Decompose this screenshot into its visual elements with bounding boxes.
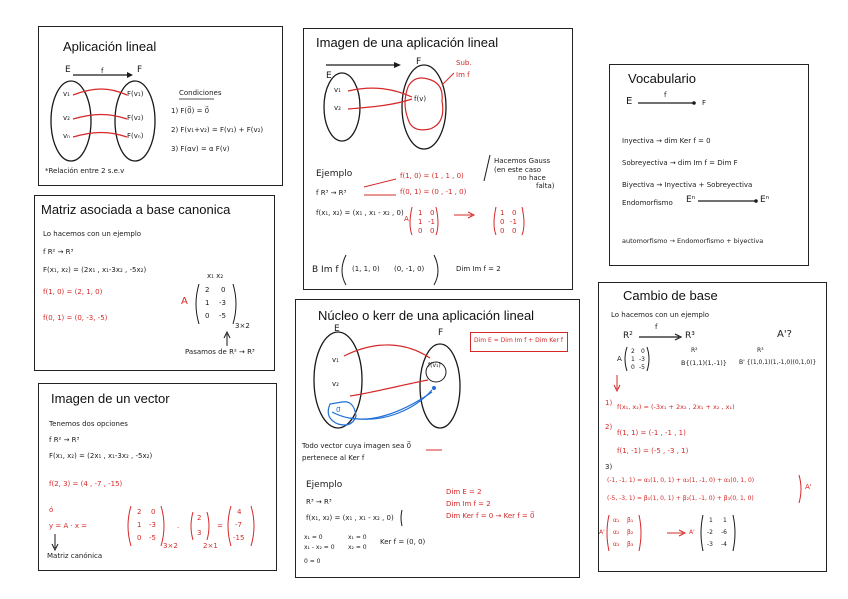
matrix-cell: 2 xyxy=(205,286,210,294)
result-cell: -4 xyxy=(721,541,727,548)
image-basis-v2: (0, -1, 0) xyxy=(394,265,425,273)
image-matrix2-cell: 0 xyxy=(500,218,505,226)
gauss-note: falta) xyxy=(536,182,555,190)
image-matrix-cell: 0 xyxy=(418,227,423,235)
basis-R2-label: R² xyxy=(691,347,698,354)
result-cell: 1 xyxy=(709,517,713,524)
card-title: Núcleo o kerr de una aplicación lineal xyxy=(318,308,535,323)
image-matrix2-cell: 1 xyxy=(500,209,505,217)
dimension-theorem: Dim E = Dim Im f + Dim Ker f xyxy=(474,337,564,344)
dim-E: Dim E = 2 xyxy=(446,488,482,496)
basis-B: B{(1,1)(1,-1)} xyxy=(681,359,727,367)
matrix-A-symbol: A xyxy=(181,296,188,307)
image-e2: f(0, 1) = (0 , -1 , 0) xyxy=(400,188,467,196)
card-nucleo xyxy=(295,299,580,578)
gauss-note: (en este caso xyxy=(494,166,541,174)
domain-R2: R² xyxy=(623,331,633,341)
codomain-R3: R³ xyxy=(685,331,695,341)
vector-matrix-cell: 0 xyxy=(137,534,142,542)
change-matrix-cell: 0 xyxy=(641,348,645,355)
card-title: Imagen de una aplicación lineal xyxy=(316,35,499,50)
card-matriz-asociada xyxy=(34,195,275,371)
linear-map-diagram xyxy=(39,27,283,186)
vector-image-result: f(2, 3) = (4 , -7 , -15) xyxy=(49,480,123,488)
vector-map-domain: f R² → R³ xyxy=(49,436,80,444)
matrix-dimension: 3×2 xyxy=(235,322,250,330)
set-F-label: F xyxy=(416,57,422,67)
fv1-label: f(v₁) xyxy=(428,362,441,369)
dim-image: Dim Im f = 2 xyxy=(446,500,491,508)
matrix-map-rule: F(x₁, x₂) = (2x₁ , x₁-3x₂ , -5x₂) xyxy=(43,266,147,274)
card-title: Aplicación lineal xyxy=(63,39,157,54)
matrix-cell: -3 xyxy=(219,299,226,307)
fv-label: f(v) xyxy=(414,95,427,103)
matrix-map-domain: f R² → R³ xyxy=(43,248,74,256)
card-aplicacion-lineal xyxy=(38,26,283,186)
kernel-note: pertenece al Ker f xyxy=(302,454,365,462)
vocab-automorphism: automorfismo → Endomorfismo + biyectiva xyxy=(622,237,764,245)
fv1-label: F(v₁) xyxy=(127,90,144,98)
system-sol: x₂ = 0 xyxy=(348,544,367,551)
image-matrix2-cell: 0 xyxy=(512,227,517,235)
vector-y-cell: -15 xyxy=(233,534,245,542)
change-matrix-cell: 0 xyxy=(631,364,635,371)
image-matrix-cell: 0 xyxy=(430,227,435,235)
vocab-surjective: Sobreyectiva → dim Im f = Dim F xyxy=(622,159,738,167)
v1-label: v₁ xyxy=(63,90,70,98)
vector-x-dim: 2×1 xyxy=(203,542,218,550)
step-3-eq2: (-5, -3, 1) = β₁(1, 0, 1) + β₂(1, -1, 0) + β₃(0, 1, 0) xyxy=(607,495,754,502)
A-prime-left: A' xyxy=(599,529,605,536)
result-cell: -2 xyxy=(707,529,713,536)
map-f-label: f xyxy=(664,91,667,99)
vocab-bijective: Biyectiva → Inyectiva + Sobreyectiva xyxy=(622,181,753,189)
vector-matrix-dim: 3×2 xyxy=(163,542,178,550)
vector-canonical-note: Matriz canónica xyxy=(47,552,103,560)
v2-label: v₂ xyxy=(332,380,339,388)
vector-matrix-brackets xyxy=(39,384,277,571)
result-cell: -6 xyxy=(721,529,727,536)
vocab-injective: Inyectiva → dim Ker f = 0 xyxy=(622,137,711,145)
v2-label: v₂ xyxy=(334,104,341,112)
card-cambio-base xyxy=(598,282,827,572)
vector-x-cell: 2 xyxy=(197,514,202,522)
set-F-label: F xyxy=(137,65,143,75)
kernel-result: Ker f = (0, 0) xyxy=(380,538,426,546)
system-eq: x₁ = 0 xyxy=(304,534,323,541)
matrix-cell: 0 xyxy=(221,286,226,294)
step-2-eq2: f(1, -1) = (-5 , -3 , 1) xyxy=(617,447,689,455)
image-label: Im f xyxy=(456,71,470,79)
image-matrix-cell: 1 xyxy=(418,209,423,217)
system-eq: x₁ - x₂ = 0 xyxy=(304,544,335,551)
map-f-label: f xyxy=(655,323,658,331)
example-rule: f(x₁, x₂) = (x₁ , x₁ - x₂ , 0) xyxy=(316,209,404,217)
vocab-endomorphism: Endomorfismo xyxy=(622,199,673,207)
A-prime-label: A' xyxy=(805,483,812,491)
vector-y-cell: 4 xyxy=(237,508,242,516)
basis-R3-label: R³ xyxy=(757,347,764,354)
kernel-tail: 0 = 0 xyxy=(304,558,321,565)
vector-x-cell: 3 xyxy=(197,529,202,537)
step-3-eq1: (-1, -1, 1) = α₁(1, 0, 1) + α₂(1, -1, 0) + α₃(0, 1, 0) xyxy=(607,477,755,484)
image-basis-v1: (1, 1, 0) xyxy=(352,265,380,273)
example-heading: Ejemplo xyxy=(306,480,343,490)
zero-vector-label: 0⃗ xyxy=(336,406,341,414)
card-title: Matriz asociada a base canonica xyxy=(41,202,231,217)
basis-B-prime: B' {(1,0,1)(1,-1,0)(0,1,0)} xyxy=(739,359,817,366)
system-sol: x₁ = 0 xyxy=(348,534,367,541)
result-cell: 1 xyxy=(723,517,727,524)
matrix-column-vars: x₁ x₂ xyxy=(207,272,224,280)
A-prime-result-label: A' xyxy=(689,529,695,536)
image-matrix-cell: 1 xyxy=(418,218,423,226)
card-imagen-vector xyxy=(38,383,277,571)
map-f-label: f xyxy=(101,67,104,75)
card-title: Vocabulario xyxy=(628,71,696,86)
kernel-diagram xyxy=(296,300,580,578)
relation-note: *Relación entre 2 s.e.v xyxy=(45,167,125,175)
endo-domain: Eⁿ xyxy=(686,195,696,205)
matrix-cell: -5 xyxy=(219,312,226,320)
set-E-label: E xyxy=(326,71,332,81)
coef-cell: α₃ xyxy=(613,541,620,548)
change-matrix-cell: 1 xyxy=(631,356,635,363)
change-intro: Lo hacemos con un ejemplo xyxy=(611,311,710,319)
vn-label: vₙ xyxy=(63,132,70,140)
image-matrix-cell: 0 xyxy=(430,209,435,217)
card-title: Cambio de base xyxy=(623,288,718,303)
condition-1: 1) F(0⃗) = 0⃗ xyxy=(171,107,210,115)
image-matrix2-cell: 0 xyxy=(512,209,517,217)
coef-cell: β₃ xyxy=(627,541,634,548)
coef-cell: β₁ xyxy=(627,517,634,524)
matrix-image-e1: f(1, 0) = (2, 1, 0) xyxy=(43,288,103,296)
set-F-label: F xyxy=(702,99,707,107)
card-imagen-aplicacion xyxy=(303,28,573,290)
vector-map-rule: F(x₁, x₂) = (2x₁ , x₁-3x₂ , -5x₂) xyxy=(49,452,153,460)
matrix-cell: 1 xyxy=(205,299,210,307)
card-title: Imagen de un vector xyxy=(51,391,170,406)
image-matrix2-cell: 0 xyxy=(500,227,505,235)
set-F-label: F xyxy=(438,328,444,338)
change-matrix-cell: 2 xyxy=(631,348,635,355)
step-1-eq: f(x₁, x₂) = (-3x₁ + 2x₂ , 2x₁ + x₂ , x₁) xyxy=(617,403,735,411)
matrix-footnote: Pasamos de R² → R³ xyxy=(185,348,255,356)
result-cell: -3 xyxy=(707,541,713,548)
image-e1: f(1, 0) = (1 , 1 , 0) xyxy=(400,172,464,180)
change-matrix-cell: -3 xyxy=(639,356,645,363)
vector-equals: = xyxy=(217,522,223,530)
coef-cell: β₂ xyxy=(627,529,634,536)
example-heading: Ejemplo xyxy=(316,169,353,179)
example-rule: f(x₁, x₂) = (x₁ , x₁ - x₂ , 0) xyxy=(306,514,394,522)
vector-or: ó xyxy=(49,506,54,514)
vector-y-cell: -7 xyxy=(235,521,242,529)
subspace-label: Sub. xyxy=(456,59,472,67)
vector-matrix-cell: 1 xyxy=(137,521,142,529)
set-E-label: E xyxy=(334,324,340,334)
image-basis-label: B Im f xyxy=(312,265,339,275)
coef-cell: α₂ xyxy=(613,529,620,536)
endo-codomain: Eⁿ xyxy=(760,195,770,205)
change-matrix-cell: -5 xyxy=(639,364,645,371)
v1-label: v₁ xyxy=(332,356,339,364)
example-domain: R³ → R³ xyxy=(306,498,332,506)
matrix-image-e2: f(0, 1) = (0, -3, -5) xyxy=(43,314,108,322)
image-matrix2-cell: -1 xyxy=(510,218,517,226)
vector-product-eq: y = A · x = xyxy=(49,522,88,530)
vector-matrix-cell: -5 xyxy=(149,534,156,542)
vector-matrix-cell: 2 xyxy=(137,508,142,516)
step-2: 2) xyxy=(605,423,613,431)
image-A-symbol: A xyxy=(404,215,409,223)
vector-dot: · xyxy=(177,524,180,532)
gauss-note: no hace xyxy=(518,174,546,182)
matrix-intro: Lo hacemos con un ejemplo xyxy=(43,230,142,238)
set-E-label: E xyxy=(65,65,71,75)
coef-cell: α₁ xyxy=(613,517,620,524)
step-1: 1) xyxy=(605,399,613,407)
kernel-note: Todo vector cuya imagen sea 0⃗ xyxy=(302,442,412,450)
fv2-label: F(v₂) xyxy=(127,114,144,122)
image-matrix-cell: -1 xyxy=(428,218,435,226)
question-A-prime: A'? xyxy=(777,329,792,340)
step-2-eq1: f(1, 1) = (-1 , -1 , 1) xyxy=(617,429,686,437)
step-3: 3) xyxy=(605,463,613,471)
vector-intro: Tenemos dos opciones xyxy=(49,420,128,428)
dim-kernel: Dim Ker f = 0 → Ker f = 0⃗ xyxy=(446,512,535,520)
card-vocabulario xyxy=(609,64,809,266)
conditions-heading: Condiciones xyxy=(179,89,222,97)
change-A-symbol: A xyxy=(617,355,622,363)
example-domain: f R³ → R³ xyxy=(316,189,347,197)
v2-label: v₂ xyxy=(63,114,70,122)
gauss-note: Hacemos Gauss xyxy=(494,157,551,165)
condition-3: 3) F(αv) = α F(v) xyxy=(171,145,230,153)
v1-label: v₁ xyxy=(334,86,341,94)
condition-2: 2) F(v₁+v₂) = F(v₁) + F(v₂) xyxy=(171,126,264,134)
vector-matrix-cell: 0 xyxy=(151,508,156,516)
matrix-cell: 0 xyxy=(205,312,210,320)
fvn-label: F(vₙ) xyxy=(127,132,144,140)
vector-matrix-cell: -3 xyxy=(149,521,156,529)
image-dimension: Dim Im f = 2 xyxy=(456,265,501,273)
set-E-label: E xyxy=(626,96,633,107)
matrix-brackets xyxy=(35,196,275,371)
